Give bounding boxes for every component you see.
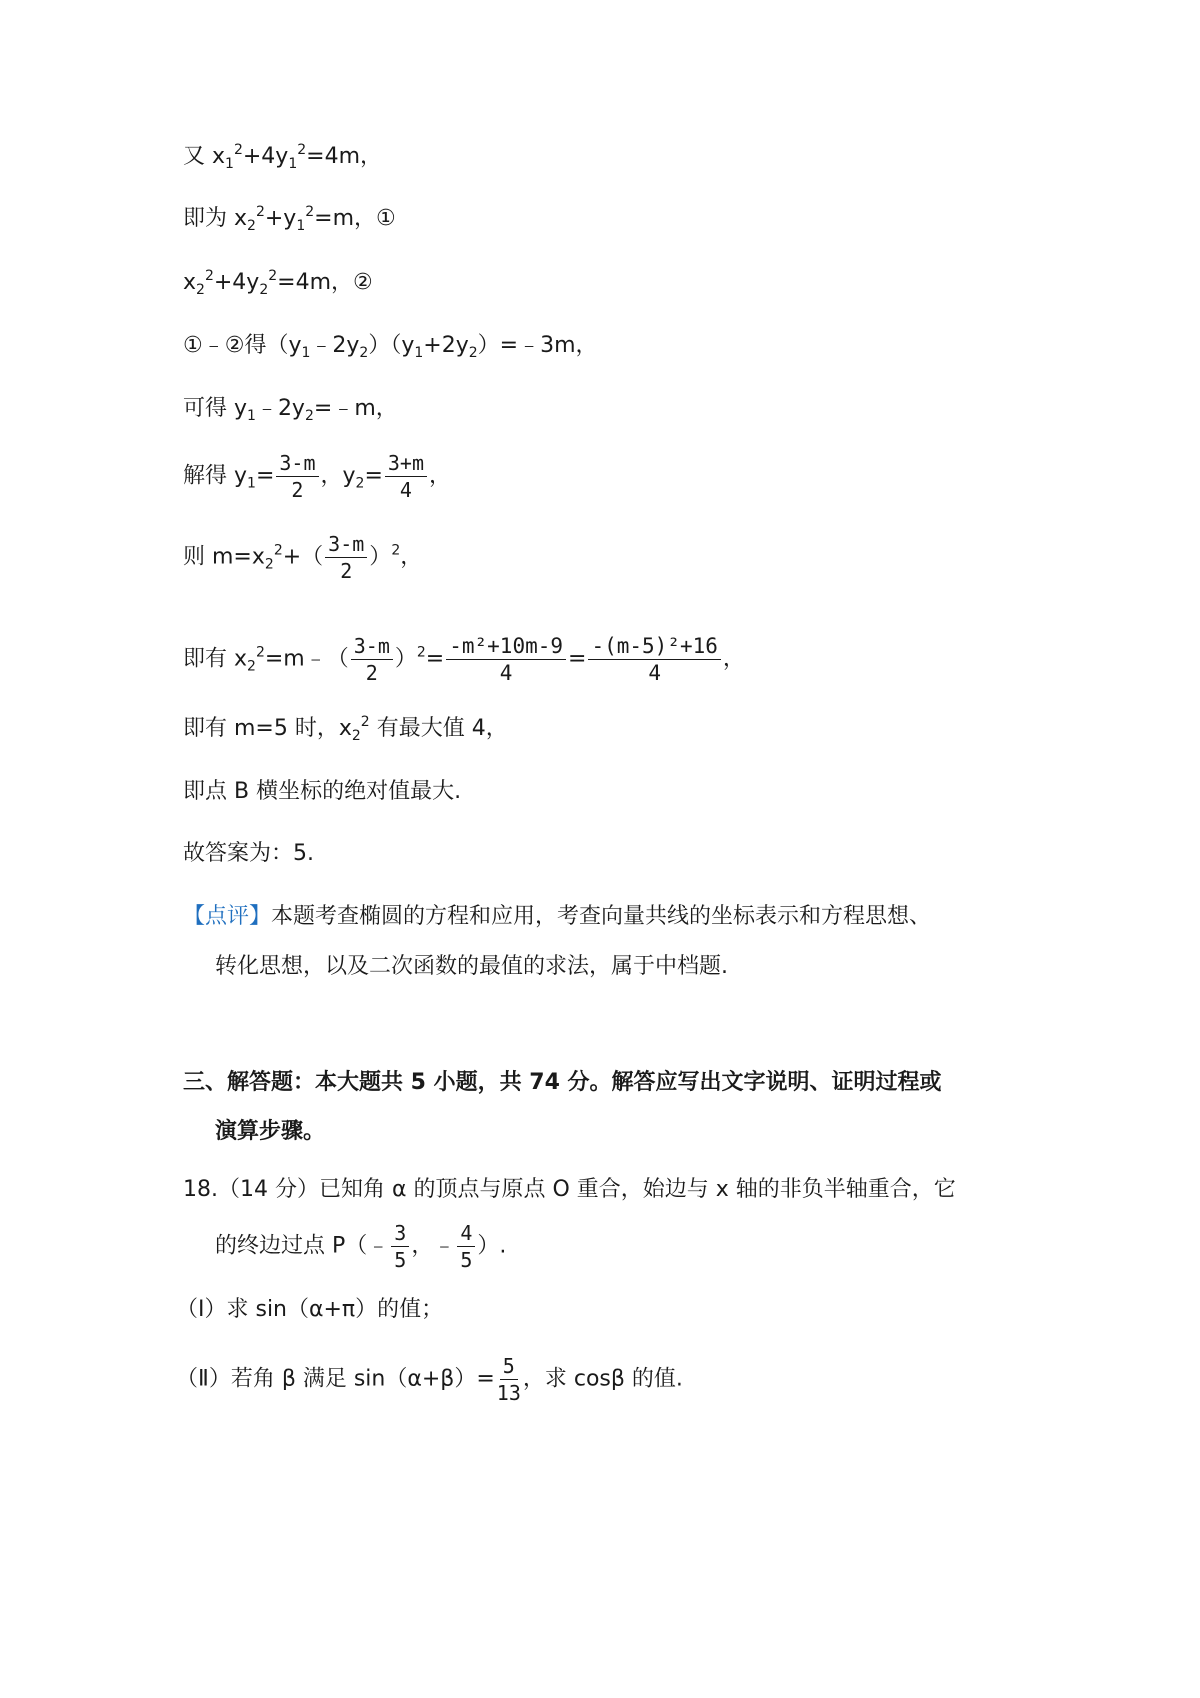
fraction: $\frac{3-m}{2}$ (351, 635, 393, 684)
section-heading: 三、解答题：本大题共 5 小题，共 74 分。解答应写出文字说明、证明过程或 (183, 1070, 942, 1095)
fraction: $\frac{3}{5}$ (391, 1222, 409, 1271)
fraction: $\frac{\text{-(m-5)²+16}}{4}$ (588, 635, 720, 684)
line-4: ①﹣②得$(y_1﹣2y_2)(y_1+2y_2)=﹣3m$， (183, 333, 598, 361)
review-line-1: 【点评】本题考查椭圆的方程和应用，考查向量共线的坐标表示和方程思想、 (183, 904, 932, 929)
line-7: 则 $m=x_2^2+$（ $\frac{3-m}{2}$ ）$^2$， (183, 532, 423, 583)
review-line-2: 转化思想，以及二次函数的最值的求法，属于中档题. (215, 954, 728, 979)
fraction: $\frac{3+m}{4}$ (385, 452, 427, 501)
line-8: 即有 $x_2^2=m﹣$（ $\frac{3-m}{2}$ ）$^2$= $\frac{\text{-m²+10m-9}}{4}$ = $\frac{\text{-(m-5)²+16}}{4}$ ， (183, 634, 745, 685)
fraction: $\frac{3-m}{2}$ (325, 533, 367, 582)
line-10: 即点 B 横坐标的绝对值最大. (183, 779, 462, 804)
fraction: $\frac{5}{13}$ (496, 1354, 521, 1405)
line-11: 故答案为：5. (183, 841, 314, 866)
question-18-line-1: 18.（14 分）已知角 α 的顶点与原点 O 重合，始边与 x 轴的非负半轴重合，它 (183, 1177, 956, 1202)
fraction: $\frac{3-m}{2}$ (276, 452, 318, 501)
line-6: 解得 $y_1=$ $\frac{3-m}{2}$ ，$y_2=$ $\frac{3+m}{4}$ ， (183, 451, 452, 502)
line-5: 可得 $y_1﹣2y_2=﹣m$， (183, 396, 398, 424)
question-18-part-2: （Ⅱ）若角 β 满足 sin（α+β）= $\frac{5}{13}$ ，求 cosβ 的值. (176, 1354, 683, 1405)
line-3: $x_2^2+4y_2^2=4m$，② (183, 268, 373, 298)
fraction: $\frac{\text{-m²+10m-9}}{4}$ (446, 635, 566, 684)
line-9: 即有 m=5 时，$x_2^2$ 有最大值 4， (183, 714, 508, 744)
review-tag: 【点评】 (183, 904, 272, 929)
question-18-line-2: 的终边过点 P（﹣ $\frac{3}{5}$ ，﹣ $\frac{4}{5}$ ）. (215, 1221, 507, 1272)
line-2: 即为 $x_2^2+y_1^2=m$，① (183, 204, 396, 234)
fraction: $\frac{4}{5}$ (457, 1222, 475, 1271)
section-heading-cont: 演算步骤。 (215, 1119, 326, 1144)
question-18-part-1: （Ⅰ）求 sin（α+π）的值； (176, 1297, 444, 1322)
line-1: 又 $x_1^2+4y_1^2=4m$， (183, 142, 383, 172)
